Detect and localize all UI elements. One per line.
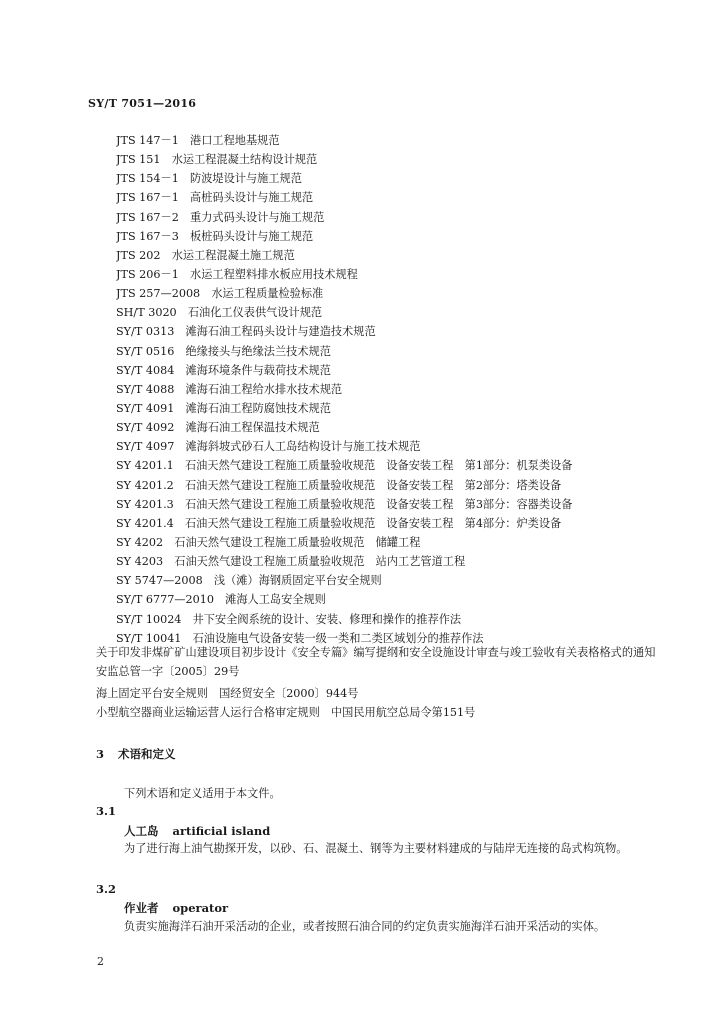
reference-item: JTS 167－3 板桩码头设计与施工规范 [116,229,314,243]
reference-item: JTS 257—2008 水运工程质量检验标准 [116,287,324,301]
section-heading [96,746,176,762]
term-english: operator [172,901,229,915]
notice-reference: 关于印发非煤矿矿山建设项目初步设计《安全专篇》编写提纲和安全设施设计审查与竣工验收有关表格格式的通知 安监总管一字〔2005〕29号 [96,646,667,679]
reference-item: SY 4201.1 石油天然气建设工程施工质量验收规范 设备安装工程 第1部分：机泵类设备 [116,459,573,473]
reference-item: SY/T 4092 滩海石油工程保温技术规范 [116,421,320,435]
standard-header: SY/T 7051—2016 [88,97,197,110]
term-number: 3.1 [96,804,117,818]
page-number: 2 [97,955,104,968]
reference-item: SY 5747—2008 浅（滩）海钢质固定平台安全规则 [116,574,382,588]
reference-item: JTS 147－1 港口工程地基规范 [116,134,280,147]
reference-item: JTS 206－1 水运工程塑料排水板应用技术规程 [116,267,358,281]
reference-item: SY/T 4088 滩海石油工程给水排水技术规范 [116,382,343,396]
reference-item: SH/T 3020 石油化工仪表供气设计规范 [116,306,323,320]
reference-item: JTS 202 水运工程混凝土施工规范 [116,248,295,262]
regulation-reference: 小型航空器商业运输运营人运行合格审定规则 中国民用航空总局令第151号 [96,706,476,719]
term-number: 3.2 [96,882,117,896]
reference-item: SY/T 10024 井下安全阀系统的设计、安装、修理和操作的推荐作法 [116,612,462,626]
reference-item: JTS 167－1 高桩码头设计与施工规范 [116,191,314,205]
reference-item: SY 4201.4 石油天然气建设工程施工质量验收规范 设备安装工程 第4部分：炉类设备 [116,516,562,530]
section-intro: 下列术语和定义适用于本文件。 [124,787,281,800]
section-number: 3 [96,747,105,761]
term-chinese: 人工岛 [124,824,159,838]
term-definition: 负责实施海洋石油开采活动的企业，或者按照石油合同的约定负责实施海洋石油开采活动的实体。 [124,920,606,933]
reference-item: SY/T 4084 滩海环境条件与载荷技术规范 [116,363,331,377]
reference-item: SY/T 4097 滩海斜坡式砂石人工岛结构设计与施工技术规范 [116,440,421,454]
term-definition: 为了进行海上油气勘探开发，以砂、石、混凝土、钢等为主要材料建成的与陆岸无连接的岛式构筑物。 [124,842,628,855]
reference-item: SY 4202 石油天然气建设工程施工质量验收规范 储罐工程 [116,535,421,549]
reference-item: JTS 154－1 防波堤设计与施工规范 [116,172,302,186]
reference-item: SY/T 4091 滩海石油工程防腐蚀技术规范 [116,401,331,415]
term-heading [124,823,270,839]
reference-item: SY/T 6777—2010 滩海人工岛安全规则 [116,593,326,607]
reference-item: SY/T 0313 滩海石油工程码头设计与建造技术规范 [116,325,376,339]
reference-item: SY 4201.2 石油天然气建设工程施工质量验收规范 设备安装工程 第2部分：塔类设备 [116,478,562,492]
term-chinese: 作业者 [124,901,159,915]
term-english: artificial island [172,824,271,838]
reference-item: SY 4201.3 石油天然气建设工程施工质量验收规范 设备安装工程 第3部分：容器类设备 [116,497,573,511]
reference-item: SY/T 0516 绝缘接头与绝缘法兰技术规范 [116,344,331,358]
section-title: 术语和定义 [118,747,176,761]
reference-item: JTS 167－2 重力式码头设计与施工规范 [116,210,325,224]
reference-list [116,131,696,648]
reference-item: SY/T 10041 石油设施电气设备安装一级一类和二类区域划分的推荐作法 [116,631,484,645]
reference-item: SY 4203 石油天然气建设工程施工质量验收规范 站内工艺管道工程 [116,555,466,569]
regulation-reference: 海上固定平台安全规则 国经贸安全〔2000〕944号 [96,687,359,700]
term-heading [124,900,228,916]
reference-item: JTS 151 水运工程混凝土结构设计规范 [116,153,318,167]
